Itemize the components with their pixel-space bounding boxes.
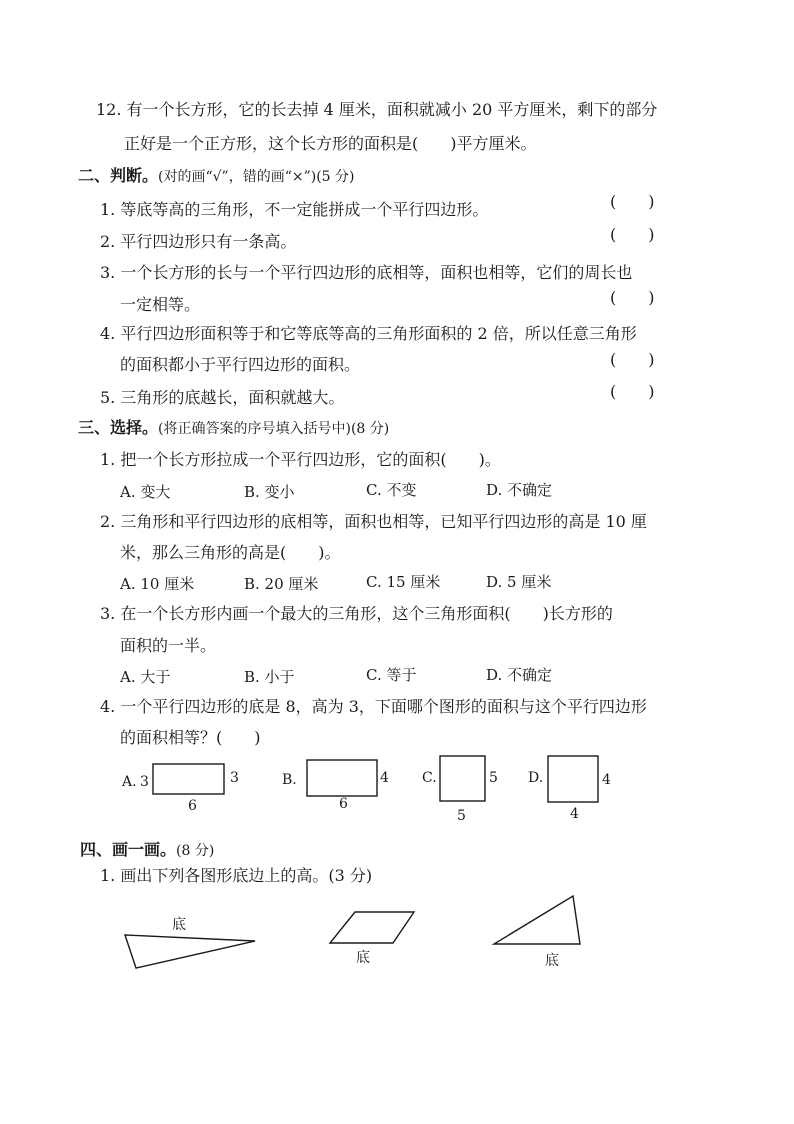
section-3-instruction: (将正确答案的序号填入括号中)(8 分) (158, 421, 390, 437)
choice-q3-option-b[interactable]: B. 小于 (244, 668, 295, 686)
choice-q2-option-c[interactable]: C. 15 厘米 (366, 573, 441, 591)
choice-q2-line2: 米，那么三角形的高是( )。 (120, 543, 341, 562)
figure-a-label[interactable]: A. (122, 774, 137, 790)
choice-q1-option-c[interactable]: C. 不变 (366, 481, 417, 499)
figure-a-bottom-side: 6 (188, 798, 197, 814)
judge-answer-2[interactable]: ( ) (610, 225, 655, 244)
section-4-instruction: (8 分) (176, 843, 215, 859)
section-4-title: 四、画一画。 (80, 840, 177, 859)
judge-item-2: 2. 平行四边形只有一条高。 (100, 232, 297, 251)
triangle-2-shape[interactable] (494, 896, 580, 944)
choice-q2-option-a[interactable]: A. 10 厘米 (120, 575, 195, 593)
parallelogram-shape[interactable] (330, 912, 414, 943)
judge-item-4-line1: 4. 平行四边形面积等于和它等底等高的三角形面积的 2 倍，所以任意三角形 (100, 324, 637, 343)
figure-b-right-side: 4 (380, 770, 389, 786)
figure-a-right-side: 3 (230, 770, 239, 786)
figure-a-left-side: 3 (140, 774, 149, 790)
choice-q4-line1: 4. 一个平行四边形的底是 8，高为 3，下面哪个图形的面积与这个平行四边形 (100, 697, 647, 716)
judge-item-1: 1. 等底等高的三角形，不一定能拼成一个平行四边形。 (100, 200, 489, 219)
choice-q3-line2: 面积的一半。 (120, 636, 217, 655)
parallelogram-base-label: 底 (356, 950, 370, 966)
figure-c-right-side: 5 (489, 770, 498, 786)
choice-q3-option-a[interactable]: A. 大于 (120, 668, 171, 686)
judge-answer-4[interactable]: ( ) (610, 350, 655, 369)
q12-line2: 正好是一个正方形，这个长方形的面积是( )平方厘米。 (124, 134, 537, 153)
choice-q4-line2: 的面积相等？( ) (120, 728, 261, 747)
section-2-title: 二、判断。 (78, 166, 159, 185)
figure-b-bottom-side: 6 (339, 796, 348, 812)
q12-line1: 12. 有一个长方形，它的长去掉 4 厘米，面积就减小 20 平方厘米，剩下的部分 (96, 100, 658, 119)
judge-item-3-line2: 一定相等。 (120, 295, 201, 314)
choice-q1: 1. 把一个长方形拉成一个平行四边形，它的面积( )。 (100, 450, 501, 469)
section-3-title: 三、选择。 (78, 418, 159, 437)
figure-c-label[interactable]: C. (422, 770, 437, 786)
choice-q2-option-d[interactable]: D. 5 厘米 (486, 573, 552, 591)
judge-answer-3[interactable]: ( ) (610, 288, 655, 307)
figure-d-bottom-side: 4 (570, 806, 579, 822)
triangle-2-base-label: 底 (545, 953, 559, 969)
choice-q2-line1: 2. 三角形和平行四边形的底相等，面积也相等，已知平行四边形的高是 10 厘 (100, 512, 647, 531)
choice-q3-option-d[interactable]: D. 不确定 (486, 666, 553, 684)
choice-q1-option-d[interactable]: D. 不确定 (486, 481, 553, 499)
choice-q1-option-a[interactable]: A. 变大 (120, 483, 171, 501)
judge-answer-5[interactable]: ( ) (610, 382, 655, 401)
judge-item-4-line2: 的面积都小于平行四边形的面积。 (120, 355, 361, 374)
figure-c-bottom-side: 5 (457, 808, 466, 824)
judge-item-5: 5. 三角形的底越长，面积就越大。 (100, 388, 345, 407)
triangle-1-shape[interactable] (125, 935, 255, 968)
choice-q2-option-b[interactable]: B. 20 厘米 (244, 575, 319, 593)
section-2-instruction: (对的画“√”，错的画“×”)(5 分) (158, 169, 355, 185)
triangle-1-base-label: 底 (172, 917, 186, 933)
choice-q3-option-c[interactable]: C. 等于 (366, 666, 417, 684)
judge-answer-1[interactable]: ( ) (610, 192, 655, 211)
draw-q1: 1. 画出下列各图形底边上的高。(3 分) (100, 866, 373, 885)
judge-item-3-line1: 3. 一个长方形的长与一个平行四边形的底相等，面积也相等，它们的周长也 (100, 263, 633, 282)
figure-d-right-side: 4 (602, 772, 611, 788)
choice-q1-option-b[interactable]: B. 变小 (244, 483, 295, 501)
choice-q3-line1: 3. 在一个长方形内画一个最大的三角形，这个三角形面积( )长方形的 (100, 604, 613, 623)
figure-d-label[interactable]: D. (528, 770, 544, 786)
figure-b-label[interactable]: B. (282, 772, 297, 788)
